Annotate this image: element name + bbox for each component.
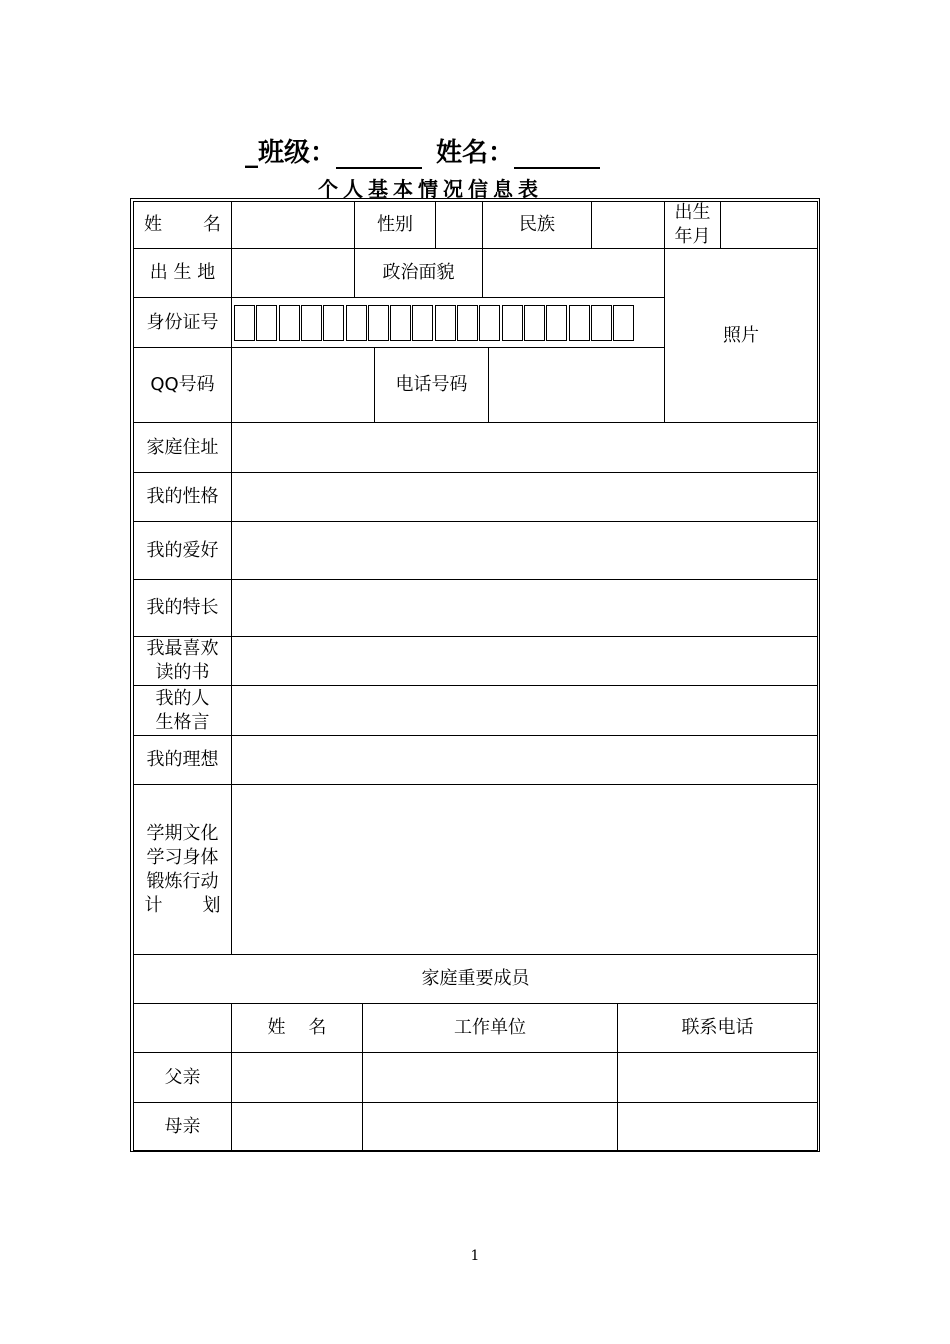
family-col-work: 工作单位 (362, 1003, 618, 1053)
value-phone[interactable] (488, 347, 665, 423)
mother-phone[interactable] (617, 1102, 818, 1151)
family-mother-label: 母亲 (133, 1102, 232, 1151)
name-blank[interactable] (514, 141, 600, 169)
label-id-number: 身份证号 (133, 297, 232, 348)
family-header-blank (133, 1003, 232, 1053)
id-digit-box[interactable] (256, 305, 277, 341)
father-work[interactable] (362, 1052, 618, 1103)
label-hobby: 我的爱好 (133, 521, 232, 580)
value-personality[interactable] (231, 472, 818, 522)
value-address[interactable] (231, 422, 818, 473)
id-digit-box[interactable] (234, 305, 255, 341)
father-name[interactable] (231, 1052, 363, 1103)
id-digit-box[interactable] (613, 305, 634, 341)
label-name: 姓 名 (133, 201, 232, 249)
id-digit-box[interactable] (301, 305, 322, 341)
label-ethnicity: 民族 (482, 201, 592, 249)
label-personality: 我的性格 (133, 472, 232, 522)
page-number: 1 (470, 1248, 480, 1264)
label-address: 家庭住址 (133, 422, 232, 473)
family-father-label: 父亲 (133, 1052, 232, 1103)
header-prefix: _ (245, 139, 258, 169)
label-specialty: 我的特长 (133, 579, 232, 637)
photo-box[interactable]: 照片 (664, 248, 818, 423)
name-label: 姓名： (436, 138, 515, 168)
id-digit-box[interactable] (323, 305, 344, 341)
id-digit-box[interactable] (524, 305, 545, 341)
class-label: 班级： (258, 138, 337, 168)
class-name-header (245, 132, 614, 169)
label-favorite-book: 我最喜欢读的书 (133, 636, 232, 686)
label-gender: 性别 (354, 201, 436, 249)
id-digit-box[interactable] (368, 305, 389, 341)
class-blank[interactable] (336, 141, 422, 169)
label-qq: QQ号码 (133, 347, 232, 423)
value-name[interactable] (231, 201, 355, 249)
value-motto[interactable] (231, 685, 818, 736)
id-digit-box[interactable] (390, 305, 411, 341)
plan-jihua: 计 划 (144, 894, 221, 916)
id-digit-box[interactable] (569, 305, 590, 341)
label-ideal: 我的理想 (133, 735, 232, 785)
id-digit-box[interactable] (457, 305, 478, 341)
id-digit-box[interactable] (346, 305, 367, 341)
value-gender[interactable] (435, 201, 483, 249)
value-birth[interactable] (720, 201, 818, 249)
label-plan (133, 784, 232, 955)
id-digit-box[interactable] (591, 305, 612, 341)
id-digit-box[interactable] (435, 305, 456, 341)
mother-work[interactable] (362, 1102, 618, 1151)
value-political[interactable] (482, 248, 665, 298)
label-phone: 电话号码 (374, 347, 489, 423)
label-birth: 出生年月 (664, 201, 721, 249)
id-digit-box[interactable] (546, 305, 567, 341)
value-hobby[interactable] (231, 521, 818, 580)
value-birthplace[interactable] (231, 248, 355, 298)
form-title: 个人基本情况信息表 (318, 177, 543, 201)
id-digit-box[interactable] (412, 305, 433, 341)
value-plan[interactable] (231, 784, 818, 955)
family-section-title: 家庭重要成员 (133, 954, 818, 1004)
plan-text: 学期文化学习身体锻炼行动 (146, 822, 219, 892)
label-motto: 我的人生格言 (133, 685, 232, 736)
family-col-name: 姓 名 (231, 1003, 363, 1053)
mother-name[interactable] (231, 1102, 363, 1151)
value-qq[interactable] (231, 347, 375, 423)
id-digit-box[interactable] (279, 305, 300, 341)
label-birthplace: 出 生 地 (133, 248, 232, 298)
value-ethnicity[interactable] (591, 201, 665, 249)
father-phone[interactable] (617, 1052, 818, 1103)
id-digit-box[interactable] (479, 305, 500, 341)
value-specialty[interactable] (231, 579, 818, 637)
family-col-phone: 联系电话 (617, 1003, 818, 1053)
id-digit-box[interactable] (502, 305, 523, 341)
value-favorite-book[interactable] (231, 636, 818, 686)
label-political: 政治面貌 (354, 248, 483, 298)
value-ideal[interactable] (231, 735, 818, 785)
